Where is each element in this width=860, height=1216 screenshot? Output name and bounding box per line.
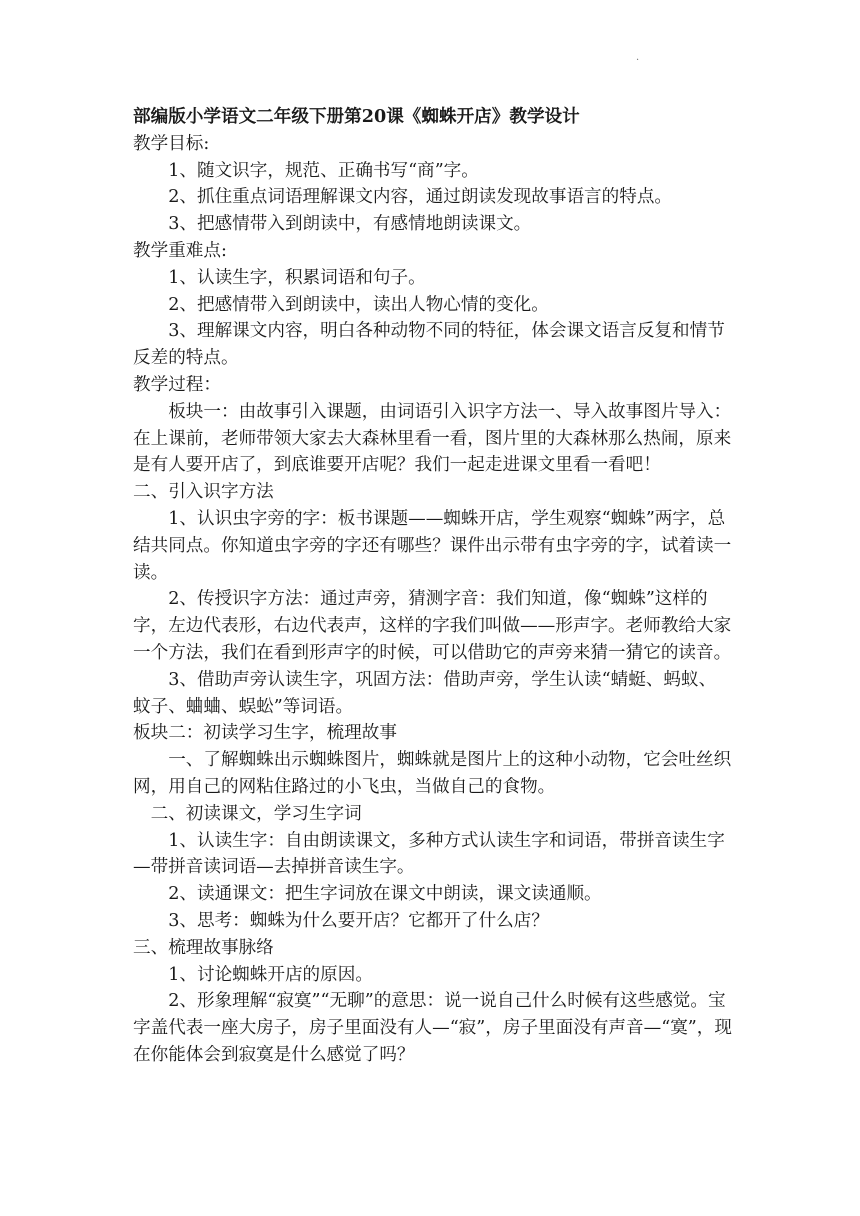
- paragraph: 1、认读生字，积累词语和句子。: [168, 267, 426, 288]
- paragraph: 3、把感情带入到朗读中，有感情地朗读课文。: [168, 214, 532, 235]
- paragraph: 1、认读生字：自由朗读课文，多种方式认读生字和词语，带拼音读生字—带拼音读词语—去掉拼音读生字。: [133, 830, 725, 878]
- paragraph-list: [133, 131, 733, 1069]
- page-mark: ·: [636, 55, 640, 66]
- paragraph: 教学重难点:: [133, 240, 227, 261]
- paragraph: 教学目标:: [133, 133, 210, 154]
- document-title: 部编版小学语文二年级下册第20课《蜘蛛开店》教学设计: [133, 106, 580, 127]
- paragraph: 二、引入识字方法: [133, 482, 274, 503]
- paragraph: 3、借助声旁认读生字，巩固方法：借助声旁，学生认读“蜻蜓、蚂蚁、蚊子、蛐蛐、蜈蚣”等词语。: [133, 669, 717, 717]
- paragraph: 2、读通课文：把生字词放在课文中朗读，课文读通顺。: [168, 884, 602, 905]
- paragraph: 二、初读课文，学习生字词: [150, 803, 362, 824]
- paragraph: 2、形象理解“寂寞”“无聊”的意思：说一说自己什么时候有这些感觉。宝字盖代表一座大房子，房子里面没有人—“寂”，房子里面没有声音—“寞”，现在你能体会到寂寞是什么感觉了吗？: [133, 991, 732, 1065]
- paragraph: 2、抓住重点词语理解课文内容，通过朗读发现故事语言的特点。: [168, 187, 673, 208]
- paragraph: 一、了解蜘蛛出示蜘蛛图片，蜘蛛就是图片上的这种小动物，它会吐丝织网，用自己的网粘住路过的小飞虫，当做自己的食物。: [133, 750, 732, 797]
- paragraph: 2、把感情带入到朗读中，读出人物心情的变化。: [168, 294, 549, 315]
- paragraph: 1、认识虫字旁的字：板书课题——蜘蛛开店，学生观察“蜘蛛”两字，总结共同点。你知道虫字旁的字还有哪些？课件出示带有虫字旁的字，试着读一读。: [133, 508, 732, 583]
- paragraph: 板块一：由故事引入课题，由词语引入识字方法一、导入故事图片导入：在上课前，老师带领大家去大森林里看一看，图片里的大森林那么热闹，原来是有人要开店了，到底谁要开店呢？我们一起走进课文里看一看吧！: [133, 401, 732, 476]
- paragraph: 板块二：初读学习生字，梳理故事: [133, 723, 397, 744]
- paragraph: 三、梳理故事脉络: [133, 937, 274, 958]
- paragraph: 1、讨论蜘蛛开店的原因。: [168, 964, 373, 985]
- paragraph: 3、理解课文内容，明白各种动物不同的特征，体会课文语言反复和情节反差的特点。: [133, 321, 725, 369]
- paragraph: 2、传授识字方法：通过声旁，猜测字音：我们知道，像“蜘蛛”这样的字，左边代表形，右边代表声，这样的字我们叫做——形声字。老师教给大家一个方法，我们在看到形声字的时候，可以借助它的声旁来猜一猜它的读音。: [133, 589, 732, 663]
- paragraph: 1、随文识字，规范、正确书写“商”字。: [168, 160, 479, 181]
- paragraph: 教学过程：: [133, 374, 221, 395]
- document-body: [133, 104, 733, 1069]
- paragraph: 3、思考：蜘蛛为什么要开店？它都开了什么店？: [168, 910, 549, 931]
